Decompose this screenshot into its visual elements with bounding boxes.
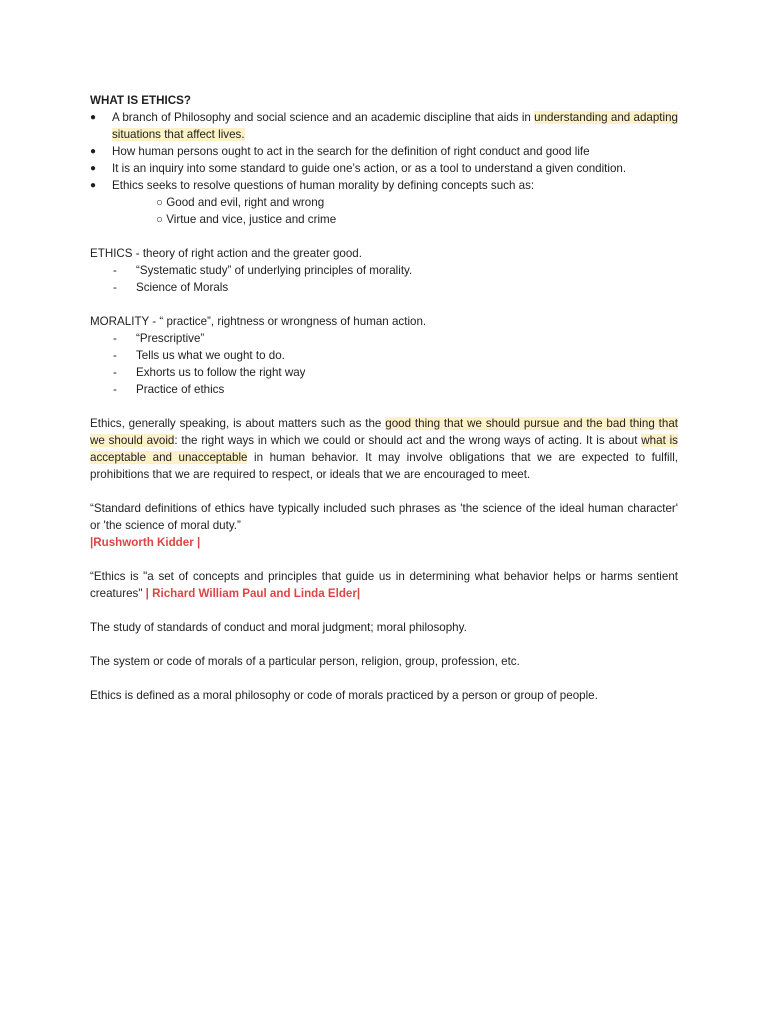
citation-paul-elder: | Richard William Paul and Linda Elder| (145, 587, 361, 600)
bullet-item: ● Ethics seeks to resolve questions of human morality by defining concepts such as: ○ Good and evil, right and wrong ○ Virtue and vice, justice and crime (90, 177, 678, 228)
dash-item: - Tells us what we ought to do. (90, 347, 678, 364)
definition-3: Ethics is defined as a moral philosophy or code of morals practiced by a person or group of people. (90, 689, 598, 702)
definition-2: The system or code of morals of a particular person, religion, group, profession, etc. (90, 655, 520, 668)
ethics-definition: ETHICS - theory of right action and the greater good. (90, 247, 362, 260)
intro-bullet-list (90, 109, 678, 228)
page-title: WHAT IS ETHICS? (90, 94, 191, 107)
spacer (90, 602, 678, 619)
dash-item: - Science of Morals (90, 279, 678, 296)
highlighted-text: good thing that we should pursue and the bad thing that we should avoid (90, 417, 678, 447)
bullet-item: ● A branch of Philosophy and social science and an academic discipline that aids in understanding and adapting situations that affect lives. (90, 109, 678, 143)
ethics-paragraph: Ethics, generally speaking, is about matters such as the good thing that we should pursue and the bad thing that we should avoid: the right ways in which we could or should act and the wrong ways of acting. It is about what is acceptable and unacceptable in human behavior. It may involve obligations that we are expected to fulfill, prohibitions that we are required to respect, or ideals that we are encouraged to meet. (90, 417, 678, 481)
highlighted-text: what is acceptable and unacceptable (90, 434, 678, 464)
citation-kidder: |Rushworth Kidder | (90, 536, 201, 549)
spacer (90, 296, 678, 313)
ethics-dash-list (90, 262, 678, 296)
dash-item: - “Prescriptive” (90, 330, 678, 347)
highlighted-text: understanding and adapting situations that affect lives. (112, 111, 678, 141)
sub-bullet-list (112, 194, 678, 228)
definition-1: The study of standards of conduct and moral judgment; moral philosophy. (90, 621, 467, 634)
dash-item: - Practice of ethics (90, 381, 678, 398)
spacer (90, 228, 678, 245)
quote-kidder: “Standard definitions of ethics have typically included such phrases as 'the science of the ideal human character' or 'the science of moral duty.” (90, 502, 678, 532)
morality-definition: MORALITY - “ practice”, rightness or wrongness of human action. (90, 315, 427, 328)
quote-paul-elder: “Ethics is "a set of concepts and principles that guide us in determining what behavior helps or harms sentient creatures" | Richard William Paul and Linda Elder| (90, 570, 678, 600)
spacer (90, 636, 678, 653)
bullet-item: ● It is an inquiry into some standard to guide one’s action, or as a tool to understand a given condition. (90, 160, 678, 177)
sub-bullet-item: ○ Virtue and vice, justice and crime (156, 211, 678, 228)
dash-item: - Exhorts us to follow the right way (90, 364, 678, 381)
spacer (90, 670, 678, 687)
morality-dash-list (90, 330, 678, 398)
spacer (90, 483, 678, 500)
dash-item: - “Systematic study” of underlying principles of morality. (90, 262, 678, 279)
bullet-item: ● How human persons ought to act in the search for the definition of right conduct and good life (90, 143, 678, 160)
sub-bullet-item: ○ Good and evil, right and wrong (156, 194, 678, 211)
spacer (90, 398, 678, 415)
spacer (90, 551, 678, 568)
